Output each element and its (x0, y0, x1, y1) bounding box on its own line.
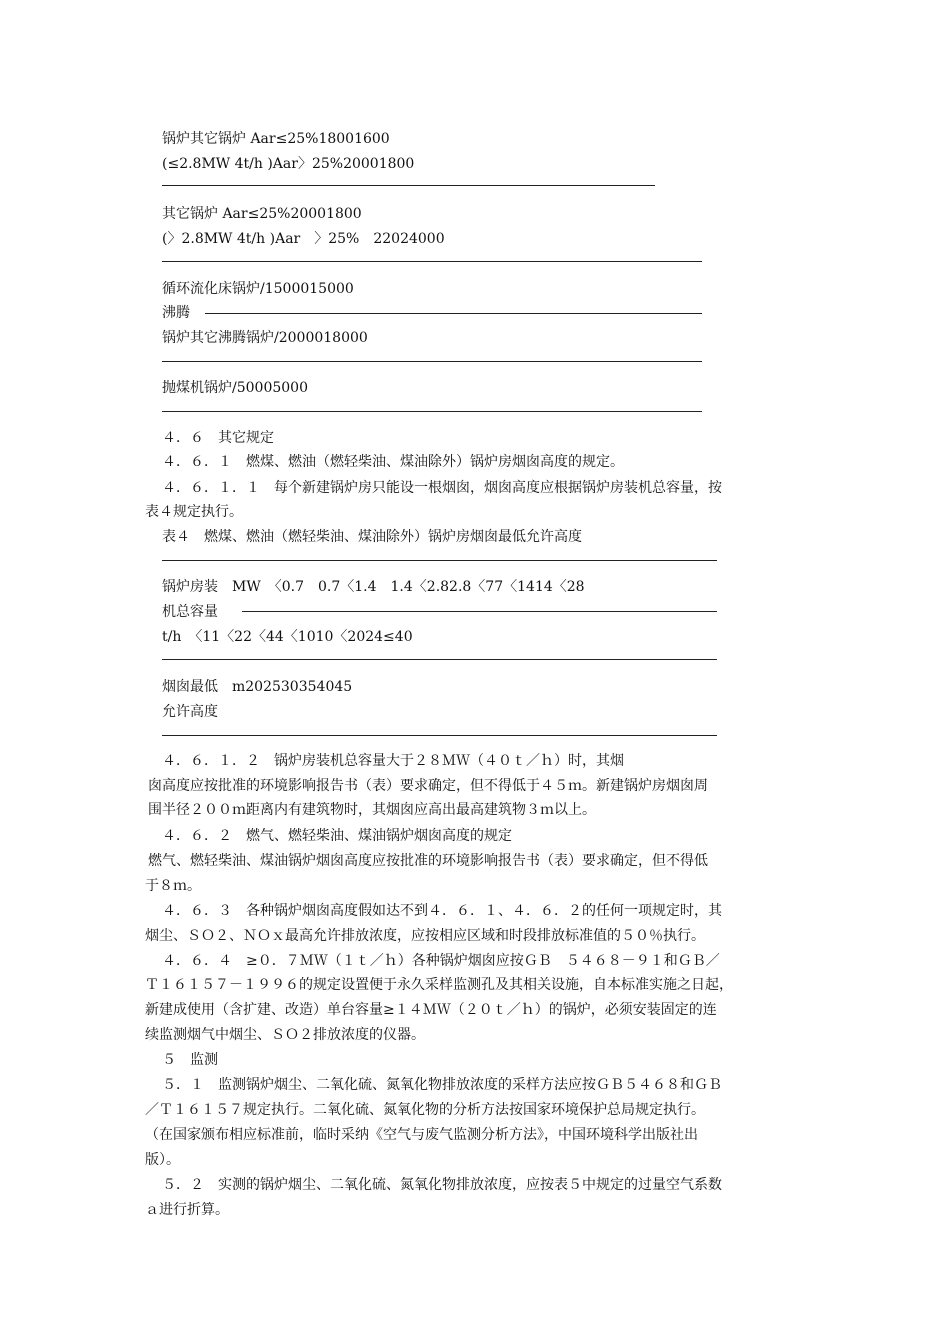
table-a-row-3: 其它锅炉 Aar≤25%20001800 (162, 206, 362, 222)
table-4-rule-top (162, 560, 717, 561)
table-a-row-2: (≤2.8MW 4t/h )Aar〉25%20001800 (162, 156, 415, 172)
para-4-6-1-1-line-2: 表４规定执行。 (145, 504, 243, 520)
para-4-6-3-line-1: ４．６．３ 各种锅炉烟囱高度假如达不到４．６．１、４．６．２的任何一项规定时，其 (162, 903, 722, 919)
table-a-row-4: (〉2.8MW 4t/h )Aar 〉25% 22024000 (162, 231, 445, 247)
para-4-6-3-line-2: 烟尘、ＳＯ２、ＮＯｘ最高允许排放浓度，应按相应区域和时段排放标准值的５０％执行。 (145, 928, 705, 944)
table-a-row-6 (162, 304, 190, 322)
section-4-6-1-heading: ４．６．１ 燃煤、燃油（燃轻柴油、煤油除外）锅炉房烟囱高度的规定。 (162, 454, 624, 470)
section-4-6-2-heading: ４．６．２ 燃气、燃轻柴油、煤油锅炉烟囱高度的规定 (162, 828, 512, 844)
para-4-6-4-line-2: Ｔ１６１５７－１９９６的规定设置便于永久采样监测孔及其相关设施，自本标准实施之日起， (145, 977, 733, 993)
table-a-rule-5 (162, 411, 702, 412)
table-a-row-1: 锅炉其它锅炉 Aar≤25%18001600 (162, 131, 390, 147)
table-a-row-7: 锅炉其它沸腾锅炉/2000018000 (162, 330, 368, 346)
table-4-rule-bottom (162, 735, 717, 736)
para-4-6-1-2-line-2: 囱高度应按批准的环境影响报告书（表）要求确定，但不得低于４５ｍ。新建锅炉房烟囱周 (148, 778, 708, 794)
section-4-6-heading: ４．６ 其它规定 (162, 430, 274, 446)
table-4-row-capacity-label: 机总容量 (162, 604, 218, 620)
table-a-rule-3 (205, 313, 702, 314)
para-4-6-4-line-4: 续监测烟气中烟尘、ＳＯ２排放浓度的仪器。 (145, 1027, 425, 1043)
table-a-rule-4 (162, 361, 702, 362)
para-5-1-line-2: ／Ｔ１６１５７规定执行。二氧化硫、氮氧化物的分析方法按国家环境保护总局规定执行。 (145, 1102, 705, 1118)
para-5-2-line-1: ５．２ 实测的锅炉烟尘、二氧化硫、氮氧化物排放浓度，应按表５中规定的过量空气系数 (162, 1177, 722, 1193)
table-4-row-height-label: 允许高度 (162, 704, 218, 720)
table-4-row-capacity-mw: 锅炉房装 MW 〈0.7 0.7〈1.4 1.4〈2.82.8〈77〈1414〈28 (162, 579, 585, 595)
table-a-rule-1 (162, 185, 655, 186)
para-4-6-4-line-3: 新建成使用（含扩建、改造）单台容量≥１４ＭＷ（２０ｔ／ｈ）的锅炉，必须安装固定的连 (145, 1002, 717, 1018)
table-a-row-8: 抛煤机锅炉/50005000 (162, 380, 308, 396)
table-4-rule-mid-1 (242, 611, 717, 612)
table-a-rule-2 (162, 261, 702, 262)
para-5-1-line-4: 版）。 (145, 1152, 180, 1168)
table-a-row-5: 循环流化床锅炉/1500015000 (162, 281, 354, 297)
table-a-row-6-label: 沸腾 (162, 305, 190, 321)
section-5-heading: ５ 监测 (162, 1052, 218, 1068)
para-4-6-4-line-1: ４．６．４ ≥０．７ＭＷ（１ｔ／ｈ）各种锅炉烟囱应按ＧＢ ５４６８－９１和ＧＢ／ (162, 953, 720, 969)
para-4-6-1-1-line-1: ４．６．１．１ 每个新建锅炉房只能设一根烟囱，烟囱高度应根据锅炉房装机总容量，按 (162, 480, 722, 496)
para-5-1-line-3: （在国家颁布相应标准前，临时采纳《空气与废气监测分析方法》，中国环境科学出版社出 (145, 1127, 698, 1143)
para-5-1-line-1: ５．１ 监测锅炉烟尘、二氧化硫、氮氧化物排放浓度的采样方法应按ＧＢ５４６８和ＧＢ (162, 1077, 722, 1093)
table-4-rule-mid-2 (162, 659, 717, 660)
table-4-row-height: 烟囱最低 m202530354045 (162, 679, 353, 695)
para-4-6-2-line-2: 于８ｍ。 (145, 878, 201, 894)
table-4-title: 表４ 燃煤、燃油（燃轻柴油、煤油除外）锅炉房烟囱最低允许高度 (162, 529, 582, 545)
para-4-6-1-2-line-1: ４．６．１．２ 锅炉房装机总容量大于２８ＭＷ（４０ｔ／ｈ）时，其烟 (162, 753, 624, 769)
para-5-2-line-2: ａ进行折算。 (145, 1202, 229, 1218)
para-4-6-1-2-line-3: 围半径２００ｍ距离内有建筑物时，其烟囱应高出最高建筑物３ｍ以上。 (148, 802, 596, 818)
table-4-row-capacity-th: t/h 〈11〈22〈44〈1010〈2024≤40 (162, 629, 413, 645)
para-4-6-2-line-1: 燃气、燃轻柴油、煤油锅炉烟囱高度应按批准的环境影响报告书（表）要求确定，但不得低 (148, 853, 708, 869)
